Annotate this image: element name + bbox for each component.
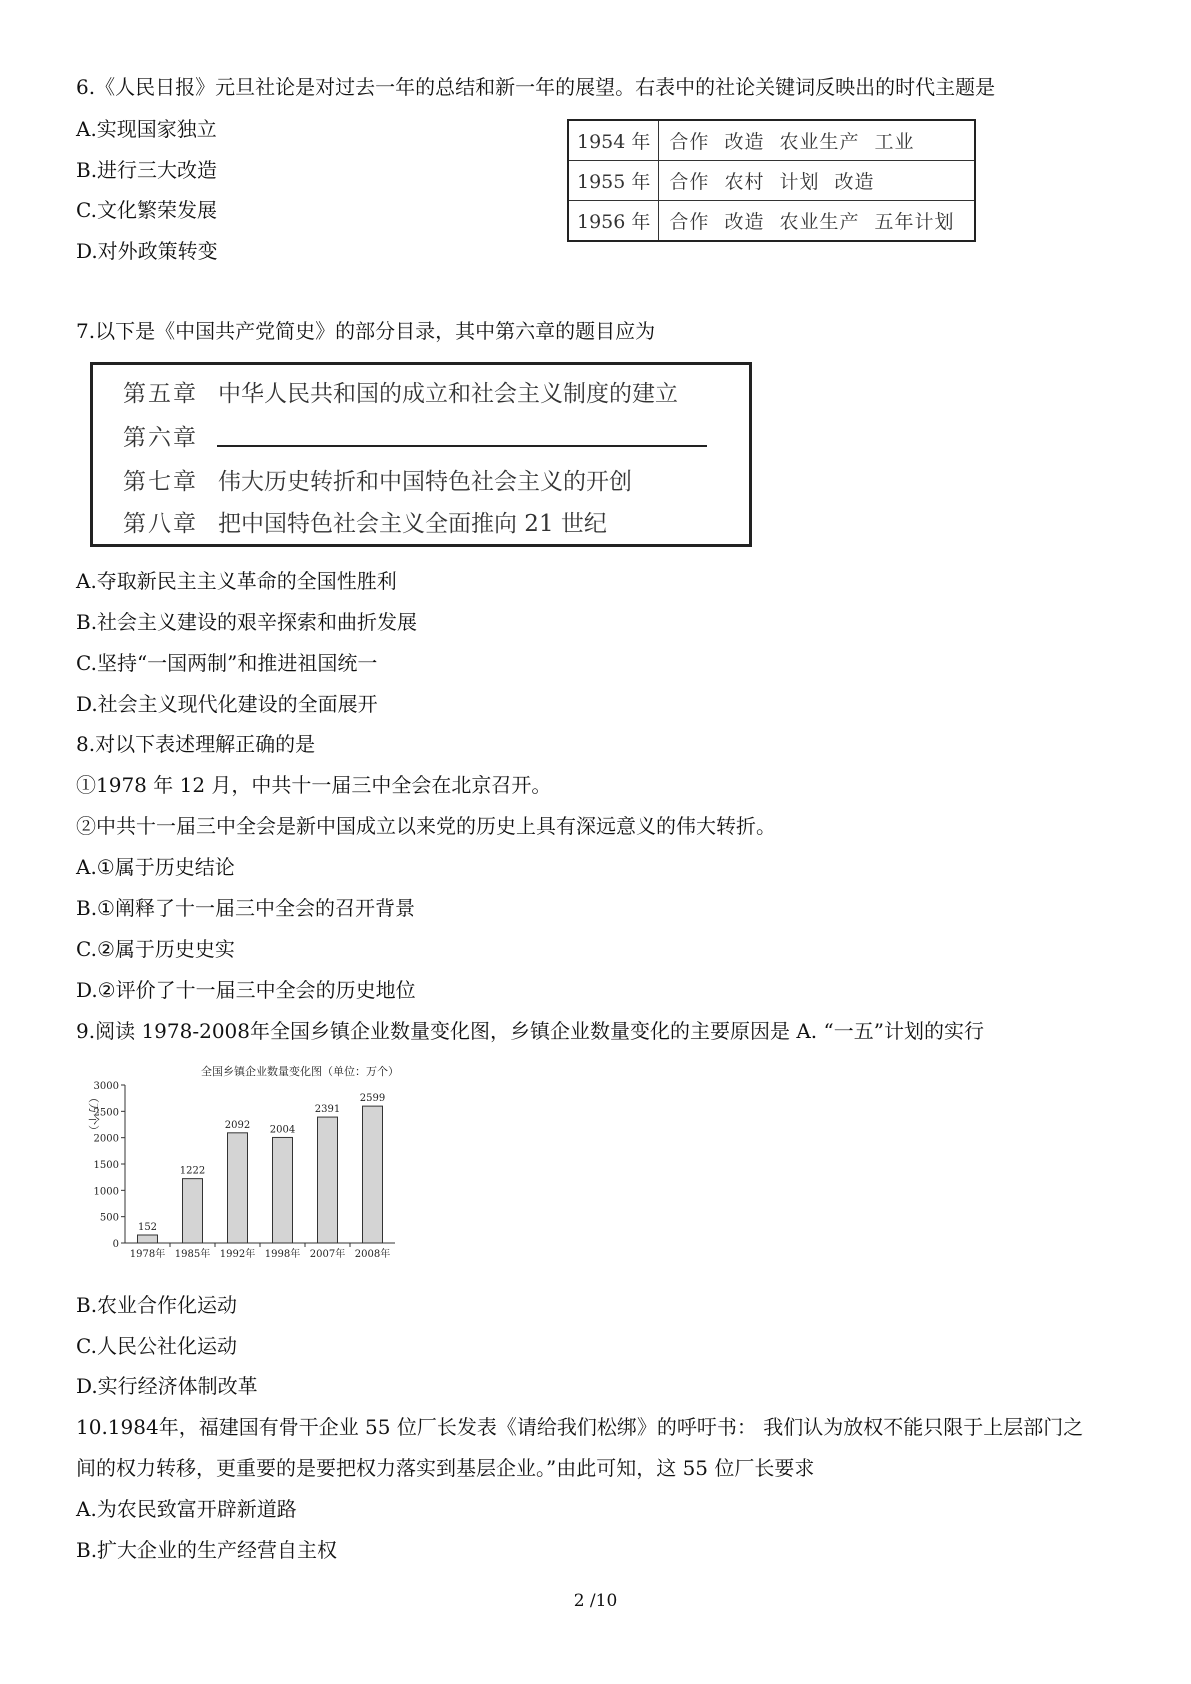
x-tick-label: 1998年 <box>264 1249 301 1260</box>
y-tick-label: 1000 <box>93 1186 119 1198</box>
bar <box>138 1235 158 1243</box>
toc-chapter: 第五章 <box>123 381 198 407</box>
q10-stem-line2: 间的权力转移，更重要的是要把权力落实到基层企业。”由此可知，这 55 位厂长要求 <box>76 1456 815 1480</box>
q6-option-c: C.文化繁荣发展 <box>76 198 217 222</box>
bar-value-label: 2092 <box>224 1119 251 1131</box>
x-tick-label: 1992年 <box>219 1249 256 1260</box>
bar-value-label: 152 <box>137 1221 158 1233</box>
keyword-words: 合作 农村 计划 改造 <box>659 161 976 201</box>
q6-option-a: A.实现国家独立 <box>76 117 217 141</box>
bar <box>183 1179 203 1243</box>
keyword-year: 1954 年 <box>568 120 659 161</box>
bar-value-label: 2599 <box>359 1093 386 1105</box>
keyword-year: 1956 年 <box>568 201 659 242</box>
q7-stem: 7.以下是《中国共产党简史》的部分目录，其中第六章的题目应为 <box>76 319 656 343</box>
q6-option-d: D.对外政策转变 <box>76 239 218 263</box>
bar-value-label: 1222 <box>179 1165 206 1177</box>
bar <box>228 1133 248 1243</box>
page-number: 2 /10 <box>573 1591 618 1611</box>
bar <box>273 1137 293 1243</box>
x-tick-label: 2008年 <box>354 1249 391 1260</box>
x-tick-label: 2007年 <box>309 1249 346 1260</box>
q9-option-c: C.人民公社化运动 <box>76 1334 237 1358</box>
editorial-keyword-table <box>567 119 976 242</box>
toc-title: 把中国特色社会主义全面推向 21 世纪 <box>218 511 607 537</box>
q10-option-b: B.扩大企业的生产经营自主权 <box>76 1538 338 1562</box>
x-tick-label: 1985年 <box>174 1249 211 1260</box>
toc-chapter: 第六章 <box>123 425 198 451</box>
toc-chapter: 第七章 <box>123 469 198 495</box>
bar <box>318 1117 338 1243</box>
q9-option-b: B.农业合作化运动 <box>76 1293 238 1317</box>
y-tick-label: 0 <box>112 1239 119 1250</box>
q7-option-a: A.夺取新民主主义革命的全国性胜利 <box>76 569 397 593</box>
q8-option-b: B.①阐释了十一届三中全会的召开背景 <box>76 896 415 920</box>
keyword-year: 1955 年 <box>568 161 659 201</box>
toc-title: 伟大历史转折和中国特色社会主义的开创 <box>218 469 632 495</box>
keyword-row <box>568 161 975 201</box>
bar <box>363 1106 383 1243</box>
toc-row <box>123 505 607 538</box>
q7-option-c: C.坚持“一国两制”和推进祖国统一 <box>76 651 378 675</box>
q8-option-d: D.②评价了十一届三中全会的历史地位 <box>76 978 416 1002</box>
keyword-row <box>568 201 975 242</box>
keyword-words: 合作 改造 农业生产 工业 <box>659 120 976 161</box>
q9-stem: 9.阅读 1978-2008年全国乡镇企业数量变化图，乡镇企业数量变化的主要原因是 A. “一五”计划的实行 <box>76 1019 984 1043</box>
bar-value-label: 2004 <box>269 1124 296 1136</box>
chart-plot-area <box>94 1081 395 1260</box>
y-tick-label: 1500 <box>93 1160 119 1171</box>
chart-title: 全国乡镇企业数量变化图（单位：万个） <box>201 1065 399 1078</box>
y-tick-label: 2000 <box>93 1133 119 1145</box>
q10-option-a: A.为农民致富开辟新道路 <box>76 1497 297 1521</box>
q10-stem-line1: 10.1984年，福建国有骨干企业 55 位厂长发表《请给我们松绑》的呼吁书： 我们认为放权不能只限于上层部门之 <box>76 1415 1084 1439</box>
q8-statement-2: ②中共十一届三中全会是新中国成立以来党的历史上具有深远意义的伟大转折。 <box>76 814 776 838</box>
q8-option-a: A.①属于历史结论 <box>76 855 235 879</box>
toc-row <box>123 375 678 408</box>
keyword-row <box>568 120 975 161</box>
x-tick-label: 1978年 <box>129 1249 166 1260</box>
q6-option-b: B.进行三大改造 <box>76 158 218 182</box>
q9-option-d: D.实行经济体制改革 <box>76 1374 258 1398</box>
township-enterprise-bar-chart <box>80 1060 440 1260</box>
keyword-words: 合作 改造 农业生产 五年计划 <box>659 201 976 242</box>
q8-option-c: C.②属于历史史实 <box>76 937 235 961</box>
toc-blank-line <box>217 445 707 447</box>
y-tick-label: 500 <box>99 1212 119 1224</box>
q8-stem: 8.对以下表述理解正确的是 <box>76 732 316 756</box>
q8-statement-1: ①1978 年 12 月，中共十一届三中全会在北京召开。 <box>76 773 552 797</box>
chart-y-axis-label: （万个） <box>87 1092 100 1136</box>
q7-option-d: D.社会主义现代化建设的全面展开 <box>76 692 378 716</box>
y-tick-label: 2500 <box>93 1107 119 1119</box>
toc-title: 中华人民共和国的成立和社会主义制度的建立 <box>218 381 678 407</box>
toc-chapter: 第八章 <box>123 511 198 537</box>
y-tick-label: 3000 <box>93 1081 119 1092</box>
toc-row <box>123 463 632 496</box>
toc-row <box>123 419 218 452</box>
history-toc-box <box>90 362 752 547</box>
bar-value-label: 2391 <box>314 1104 341 1116</box>
q7-option-b: B.社会主义建设的艰辛探索和曲折发展 <box>76 610 418 634</box>
q6-stem: 6.《人民日报》元旦社论是对过去一年的总结和新一年的展望。右表中的社论关键词反映出的时代主题是 <box>76 75 996 99</box>
